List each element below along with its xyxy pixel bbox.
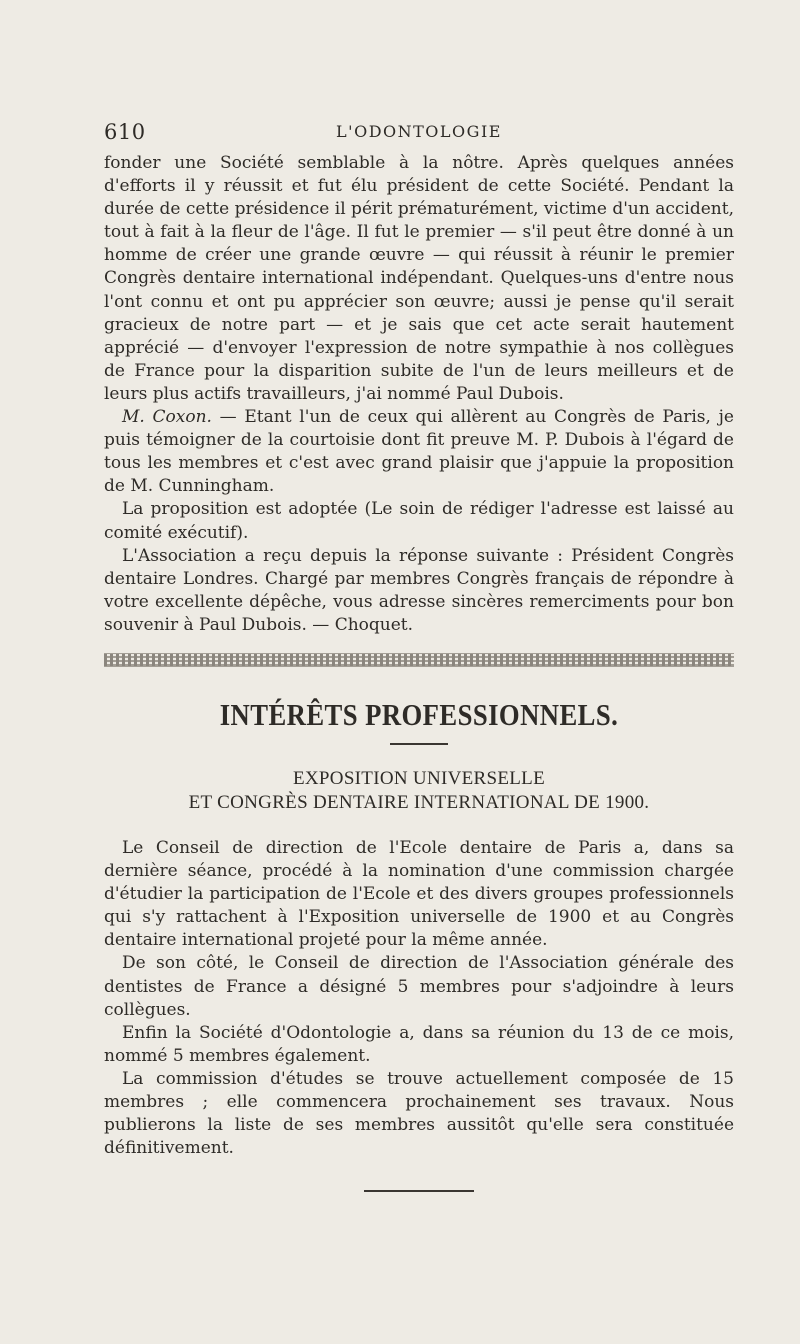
heading-rule xyxy=(390,743,448,745)
ornamental-divider xyxy=(104,653,734,667)
page-number: 610 xyxy=(104,120,146,144)
paragraph-telegram: L'Association a reçu depuis la réponse suivante : Président Congrès dentaire Londres. Chargé par membres Congrès français de répondre à votre excellente dépêche, vous adresse sincères remerciments pour bon souvenir à Paul Dubois. — Choquet. xyxy=(104,545,734,635)
journal-title: L'ODONTOLOGIE xyxy=(336,122,502,141)
subheading-line-1: EXPOSITION UNIVERSELLE xyxy=(293,767,545,789)
coxon-statement: — Etant l'un de ceux qui allèrent au Congrès de Paris, je puis témoigner de la courtoisie dont fit preuve M. P. Dubois à l'égard de tous les membres et c'est avec grand plaisir que j'appuie la proposition de M. Cunningham. xyxy=(104,407,734,497)
end-rule xyxy=(364,1190,474,1192)
article-paragraph: Enfin la Société d'Odontologie a, dans sa réunion du 13 de ce mois, nommé 5 membres également. xyxy=(104,1022,734,1066)
speaker-name: M. Coxon. xyxy=(122,407,212,428)
letter-text xyxy=(104,152,734,637)
paragraph-adoption: La proposition est adoptée (Le soin de rédiger l'adresse est laissé au comité exécutif). xyxy=(104,499,734,543)
subheading-line-2: ET CONGRÈS DENTAIRE INTERNATIONAL DE 1900. xyxy=(188,791,650,813)
document-page xyxy=(104,112,734,1312)
paragraph-continuation: fonder une Société semblable à la nôtre. Après quelques années d'efforts il y réussit et fut élu président de cette Société. Pendant la durée de cette présidence il périt prématurément, victime d'un accident, tout à fait à la fleur de l'âge. Il fut le premier — s'il peut être donné à un homme de créer une grande œuvre — qui réussit à réunir le premier Congrès dentaire international indépendant. Quelques-uns d'entre nous l'ont connu et ont pu apprécier son œuvre; aussi je pense qu'il serait gracieux de notre part — et je sais que cet acte serait hautement apprécié — d'envoyer l'expression de notre sympathie à nos collègues de France pour la disparition subite de l'un de leurs meilleurs et de leurs plus actifs travailleurs, j'ai nommé Paul Dubois. xyxy=(104,153,734,404)
article-subheading xyxy=(104,767,734,815)
running-header xyxy=(104,112,734,152)
article-paragraph: La commission d'études se trouve actuellement composée de 15 membres ; elle commencera prochainement ses travaux. Nous publierons la liste de ses membres aussitôt qu'elle sera constituée définitivement. xyxy=(104,1068,734,1159)
article-paragraph: Le Conseil de direction de l'Ecole dentaire de Paris a, dans sa dernière séance, procédé à la nomination d'une commission chargée d'étudier la participation de l'Ecole et des divers groupes professionnels qui s'y rattachent à l'Exposition universelle de 1900 et au Congrès dentaire international projeté pour la même année. xyxy=(104,837,734,951)
section-heading: INTÉRÊTS PROFESSIONNELS. xyxy=(219,696,619,732)
article-paragraph: De son côté, le Conseil de direction de l'Association générale des dentistes de France a désigné 5 membres pour s'adjoindre à leurs collègues. xyxy=(104,953,734,1020)
article-text xyxy=(104,837,734,1160)
paragraph-coxon xyxy=(104,406,734,498)
